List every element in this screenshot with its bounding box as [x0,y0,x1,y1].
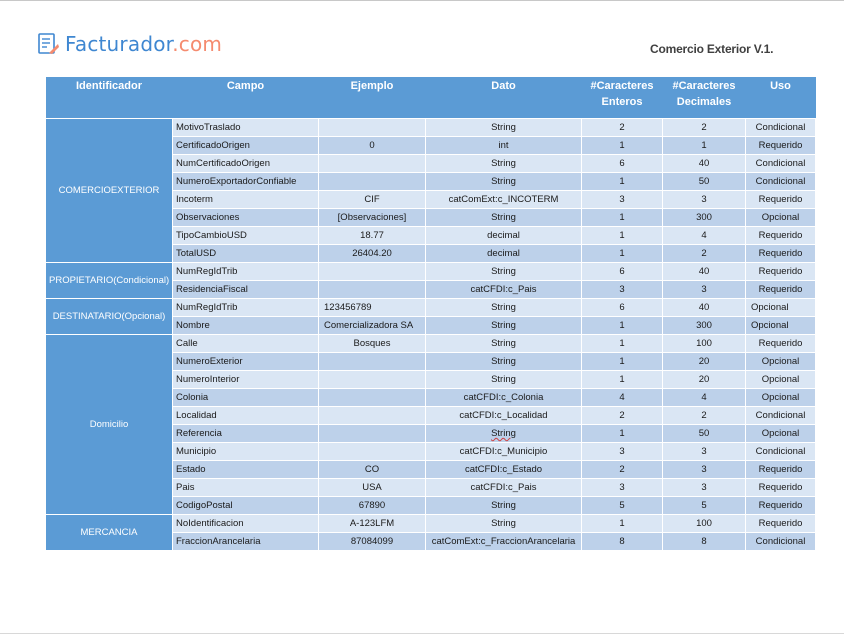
field-name-cell: ResidenciaFiscal [173,281,319,299]
decimal-chars-cell: 4 [663,389,746,407]
field-name-cell: Municipio [173,443,319,461]
decimal-chars-cell: 8 [663,533,746,551]
usage-cell: Opcional [746,371,816,389]
integer-chars-cell: 6 [582,155,663,173]
table-row [46,299,816,317]
integer-chars-cell: 1 [582,335,663,353]
example-cell: Bosques [319,335,426,353]
example-cell [319,173,426,191]
field-name-cell: Nombre [173,317,319,335]
field-name-cell: TipoCambioUSD [173,227,319,245]
integer-chars-cell: 4 [582,389,663,407]
data-type-cell: int [426,137,582,155]
example-cell [319,443,426,461]
decimal-chars-cell: 5 [663,497,746,515]
integer-chars-cell: 1 [582,371,663,389]
table-row [46,335,816,353]
decimal-chars-cell: 300 [663,209,746,227]
example-cell: A-123LFM [319,515,426,533]
field-name-cell: Localidad [173,407,319,425]
data-type-cell: String [426,119,582,137]
field-name-cell: Estado [173,461,319,479]
data-type-cell: String [426,425,582,443]
integer-chars-cell: 1 [582,173,663,191]
integer-chars-cell: 2 [582,461,663,479]
integer-chars-cell: 3 [582,281,663,299]
top-rule [0,0,844,1]
usage-cell: Requerido [746,461,816,479]
decimal-chars-cell: 300 [663,317,746,335]
example-cell [319,263,426,281]
decimal-chars-cell: 100 [663,515,746,533]
table-body [46,119,816,551]
data-type-cell: String [426,497,582,515]
integer-chars-cell: 1 [582,353,663,371]
integer-chars-cell: 8 [582,533,663,551]
data-type-cell: catCFDI:c_Pais [426,281,582,299]
example-cell [319,281,426,299]
col-header-identificador: Identificador [46,77,173,119]
usage-cell: Opcional [746,299,816,317]
example-cell: 67890 [319,497,426,515]
table-row [46,119,816,137]
usage-cell: Condicional [746,119,816,137]
decimal-chars-cell: 40 [663,155,746,173]
decimal-chars-cell: 100 [663,335,746,353]
field-name-cell: CodigoPostal [173,497,319,515]
example-cell: 0 [319,137,426,155]
usage-cell: Requerido [746,191,816,209]
data-type-cell: String [426,371,582,389]
table-row [46,515,816,533]
data-type-cell: catComExt:c_INCOTERM [426,191,582,209]
usage-cell: Opcional [746,389,816,407]
data-type-cell: catCFDI:c_Colonia [426,389,582,407]
integer-chars-cell: 6 [582,299,663,317]
facturador-logo [38,31,222,57]
col-header-uso: Uso [746,77,816,119]
field-name-cell: NumCertificadoOrigen [173,155,319,173]
invoice-icon [38,33,60,55]
data-type-cell: catComExt:c_FraccionArancelaria [426,533,582,551]
field-name-cell: NumRegIdTrib [173,299,319,317]
field-name-cell: Incoterm [173,191,319,209]
data-type-cell: String [426,515,582,533]
decimal-chars-cell: 3 [663,191,746,209]
usage-cell: Opcional [746,317,816,335]
example-cell: 26404.20 [319,245,426,263]
field-name-cell: Colonia [173,389,319,407]
example-cell [319,389,426,407]
integer-chars-cell: 3 [582,443,663,461]
col-header-campo: Campo [173,77,319,119]
integer-chars-cell: 3 [582,479,663,497]
usage-cell: Requerido [746,137,816,155]
example-cell: 18.77 [319,227,426,245]
field-name-cell: NumeroExterior [173,353,319,371]
integer-chars-cell: 1 [582,227,663,245]
field-name-cell: FraccionArancelaria [173,533,319,551]
decimal-chars-cell: 1 [663,137,746,155]
field-name-cell: Pais [173,479,319,497]
usage-cell: Requerido [746,245,816,263]
comercio-exterior-table [45,77,816,551]
integer-chars-cell: 1 [582,425,663,443]
integer-chars-cell: 2 [582,119,663,137]
decimal-chars-cell: 4 [663,227,746,245]
integer-chars-cell: 5 [582,497,663,515]
example-cell [319,371,426,389]
usage-cell: Requerido [746,227,816,245]
decimal-chars-cell: 20 [663,371,746,389]
section-label: PROPIETARIO(Condicional) [46,263,173,299]
decimal-chars-cell: 3 [663,443,746,461]
data-type-cell: decimal [426,245,582,263]
data-type-cell: String [426,317,582,335]
bottom-rule [0,633,844,634]
data-type-cell: String [426,335,582,353]
data-type-cell: catCFDI:c_Localidad [426,407,582,425]
integer-chars-cell: 1 [582,515,663,533]
example-cell: [Observaciones] [319,209,426,227]
usage-cell: Requerido [746,263,816,281]
usage-cell: Condicional [746,533,816,551]
usage-cell: Opcional [746,353,816,371]
example-cell [319,407,426,425]
integer-chars-cell: 1 [582,245,663,263]
field-name-cell: TotalUSD [173,245,319,263]
data-type-cell: String [426,173,582,191]
example-cell [319,155,426,173]
data-type-cell: String [426,209,582,227]
document-title: Comercio Exterior V.1. [650,42,774,56]
example-cell: CIF [319,191,426,209]
decimal-chars-cell: 50 [663,173,746,191]
usage-cell: Opcional [746,425,816,443]
integer-chars-cell: 1 [582,137,663,155]
col-header-ejemplo: Ejemplo [319,77,426,119]
decimal-chars-cell: 3 [663,461,746,479]
field-name-cell: Observaciones [173,209,319,227]
integer-chars-cell: 2 [582,407,663,425]
example-cell [319,425,426,443]
table-row [46,263,816,281]
data-type-cell: decimal [426,227,582,245]
usage-cell: Requerido [746,335,816,353]
example-cell: CO [319,461,426,479]
usage-cell: Condicional [746,155,816,173]
data-type-cell: String [426,299,582,317]
usage-cell: Requerido [746,479,816,497]
example-cell: 87084099 [319,533,426,551]
field-name-cell: Calle [173,335,319,353]
usage-cell: Requerido [746,281,816,299]
field-name-cell: NumeroExportadorConfiable [173,173,319,191]
data-type-cell: catCFDI:c_Municipio [426,443,582,461]
field-name-cell: NoIdentificacion [173,515,319,533]
example-cell [319,119,426,137]
usage-cell: Condicional [746,443,816,461]
section-label: MERCANCIA [46,515,173,551]
integer-chars-cell: 6 [582,263,663,281]
logo-text: Facturador.com [65,32,223,56]
data-type-cell: catCFDI:c_Pais [426,479,582,497]
section-label: DESTINATARIO(Opcional) [46,299,173,335]
usage-cell: Opcional [746,209,816,227]
example-cell: Comercializadora SA [319,317,426,335]
integer-chars-cell: 3 [582,191,663,209]
col-header-dato: Dato [426,77,582,119]
decimal-chars-cell: 20 [663,353,746,371]
field-name-cell: CertificadoOrigen [173,137,319,155]
field-name-cell: NumeroInterior [173,371,319,389]
data-type-cell: catCFDI:c_Estado [426,461,582,479]
decimal-chars-cell: 2 [663,119,746,137]
decimal-chars-cell: 2 [663,407,746,425]
data-type-cell: String [426,155,582,173]
decimal-chars-cell: 2 [663,245,746,263]
usage-cell: Condicional [746,173,816,191]
data-type-cell: String [426,263,582,281]
usage-cell: Condicional [746,407,816,425]
table-header-row [46,77,816,119]
example-cell: 123456789 [319,299,426,317]
field-name-cell: Referencia [173,425,319,443]
field-name-cell: MotivoTraslado [173,119,319,137]
col-header-decimales: #Caracteres Decimales [663,77,746,119]
example-cell [319,353,426,371]
decimal-chars-cell: 40 [663,299,746,317]
section-label: COMERCIOEXTERIOR [46,119,173,263]
field-name-cell: NumRegIdTrib [173,263,319,281]
section-label: Domicilio [46,335,173,515]
integer-chars-cell: 1 [582,317,663,335]
usage-cell: Requerido [746,515,816,533]
decimal-chars-cell: 40 [663,263,746,281]
col-header-enteros: #Caracteres Enteros [582,77,663,119]
integer-chars-cell: 1 [582,209,663,227]
decimal-chars-cell: 3 [663,479,746,497]
example-cell: USA [319,479,426,497]
decimal-chars-cell: 3 [663,281,746,299]
data-type-cell: String [426,353,582,371]
decimal-chars-cell: 50 [663,425,746,443]
usage-cell: Requerido [746,497,816,515]
